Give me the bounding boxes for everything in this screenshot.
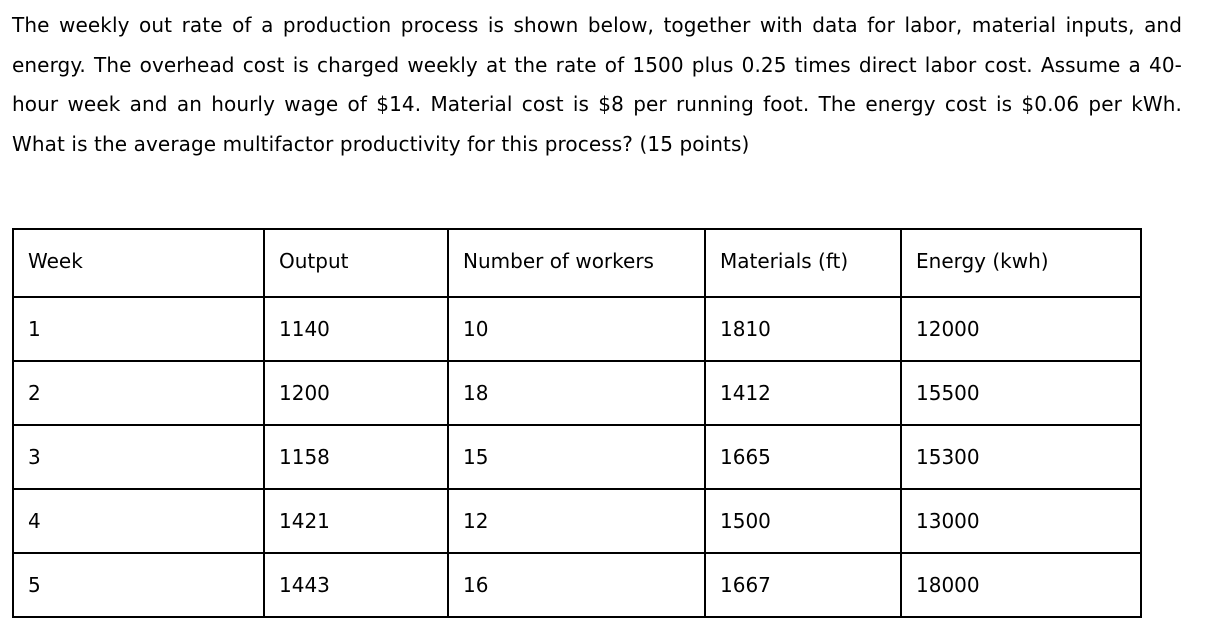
cell-workers: 12 <box>448 489 705 553</box>
cell-week: 2 <box>13 361 264 425</box>
question-text: The weekly out rate of a production process is shown below, together with data for labor, material inputs, and energy. The overhead cost is charged weekly at the rate of 1500 plus 0.25 times direct labor cost. Assume a 40-hour week and an hourly wage of $14. Material cost is $8 per running foot. The energy cost is $0.06 per kWh. What is the average multifactor productivity for this process? (15 points) <box>12 13 1182 156</box>
cell-energy: 15500 <box>901 361 1141 425</box>
cell-materials: 1667 <box>705 553 901 617</box>
cell-output: 1158 <box>264 425 448 489</box>
cell-energy: 15300 <box>901 425 1141 489</box>
table-row <box>13 297 1141 361</box>
table-row <box>13 553 1141 617</box>
header-materials: Materials (ft) <box>705 229 901 297</box>
cell-week: 5 <box>13 553 264 617</box>
cell-output: 1200 <box>264 361 448 425</box>
header-energy: Energy (kwh) <box>901 229 1141 297</box>
cell-workers: 15 <box>448 425 705 489</box>
cell-week: 4 <box>13 489 264 553</box>
table-row <box>13 425 1141 489</box>
header-output: Output <box>264 229 448 297</box>
cell-workers: 16 <box>448 553 705 617</box>
cell-workers: 18 <box>448 361 705 425</box>
cell-workers: 10 <box>448 297 705 361</box>
cell-energy: 18000 <box>901 553 1141 617</box>
cell-energy: 12000 <box>901 297 1141 361</box>
production-data-table <box>12 228 1142 618</box>
header-number-of-workers: Number of workers <box>448 229 705 297</box>
cell-materials: 1500 <box>705 489 901 553</box>
cell-output: 1443 <box>264 553 448 617</box>
header-week: Week <box>13 229 264 297</box>
cell-week: 1 <box>13 297 264 361</box>
cell-materials: 1810 <box>705 297 901 361</box>
cell-materials: 1665 <box>705 425 901 489</box>
table-header-row <box>13 229 1141 297</box>
cell-output: 1140 <box>264 297 448 361</box>
table-row <box>13 489 1141 553</box>
cell-output: 1421 <box>264 489 448 553</box>
cell-materials: 1412 <box>705 361 901 425</box>
cell-week: 3 <box>13 425 264 489</box>
cell-energy: 13000 <box>901 489 1141 553</box>
table-row <box>13 361 1141 425</box>
